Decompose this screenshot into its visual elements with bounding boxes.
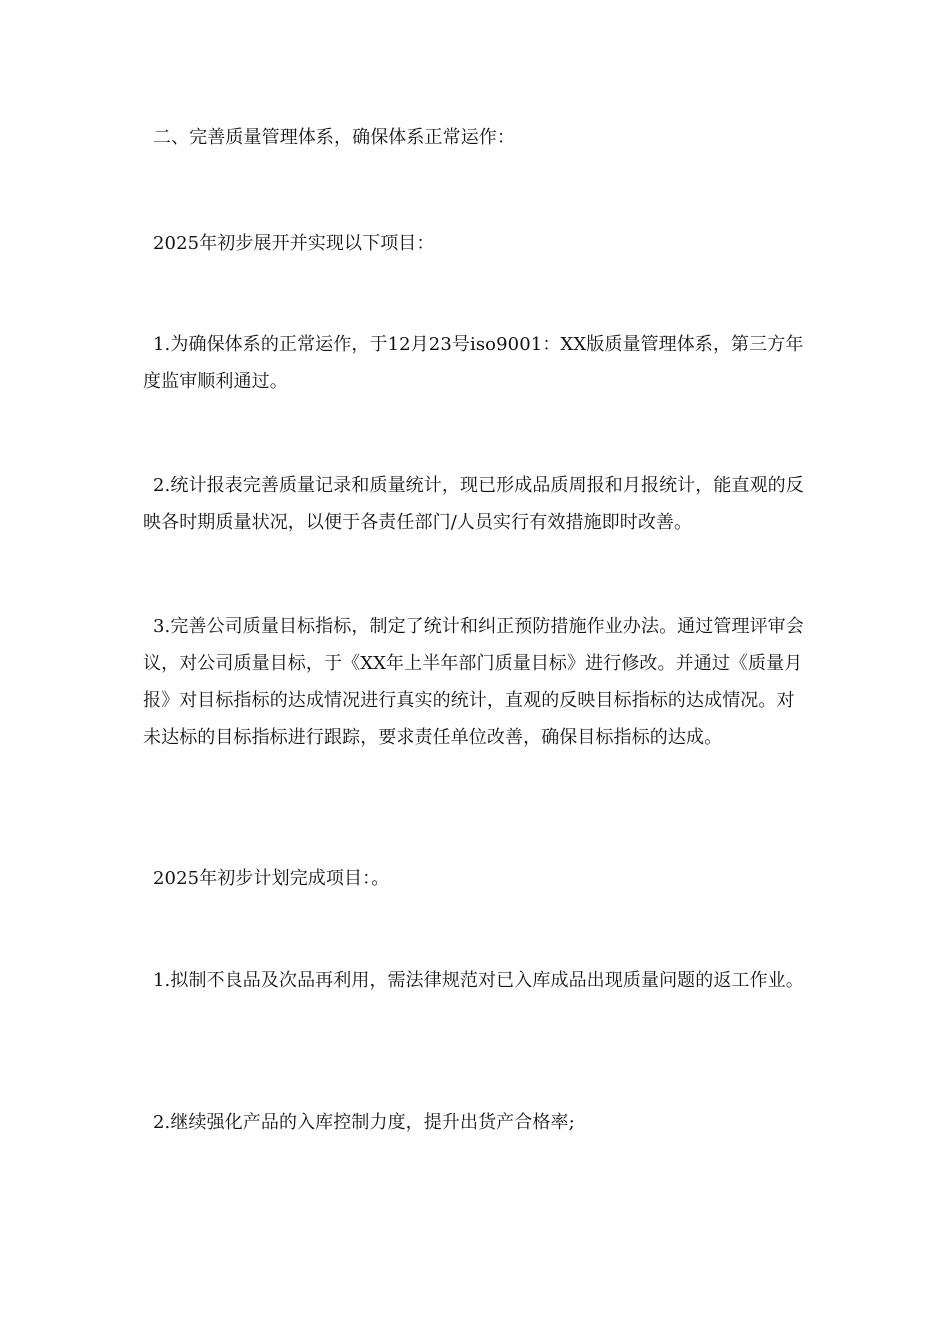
completed-item-3: 3.完善公司质量目标指标，制定了统计和纠正预防措施作业办法。通过管理评审会议，对公司质量目标，于《XX年上半年部门质量目标》进行修改。并通过《质量月报》对目标指标的达成情况进行真实的统计，直观的反映目标指标的达成情况。对未达标的目标指标进行跟踪，要求责任单位改善，确保目标指标的达成。 — [143, 616, 804, 748]
planned-item-2: 2.继续强化产品的入库控制力度，提升出货产合格率; — [153, 1112, 575, 1133]
section-heading: 二、完善质量管理体系，确保体系正常运作： — [153, 127, 515, 148]
planned-item-1: 1.拟制不良品及次品再利用，需法律规范对已入库成品出现质量问题的返工作业。 — [153, 970, 804, 991]
completed-projects-intro: 2025年初步展开并实现以下项目： — [153, 233, 435, 254]
planned-projects-intro: 2025年初步计划完成项目：。 — [153, 868, 390, 889]
completed-item-2: 2.统计报表完善质量记录和质量统计，现已形成品质周报和月报统计，能直观的反映各时期质量状况，以便于各责任部门/人员实行有效措施即时改善。 — [143, 475, 804, 533]
completed-item-1: 1.为确保体系的正常运作，于12月23号iso9001：XX版质量管理体系，第三方年度监审顺利通过。 — [143, 334, 804, 392]
